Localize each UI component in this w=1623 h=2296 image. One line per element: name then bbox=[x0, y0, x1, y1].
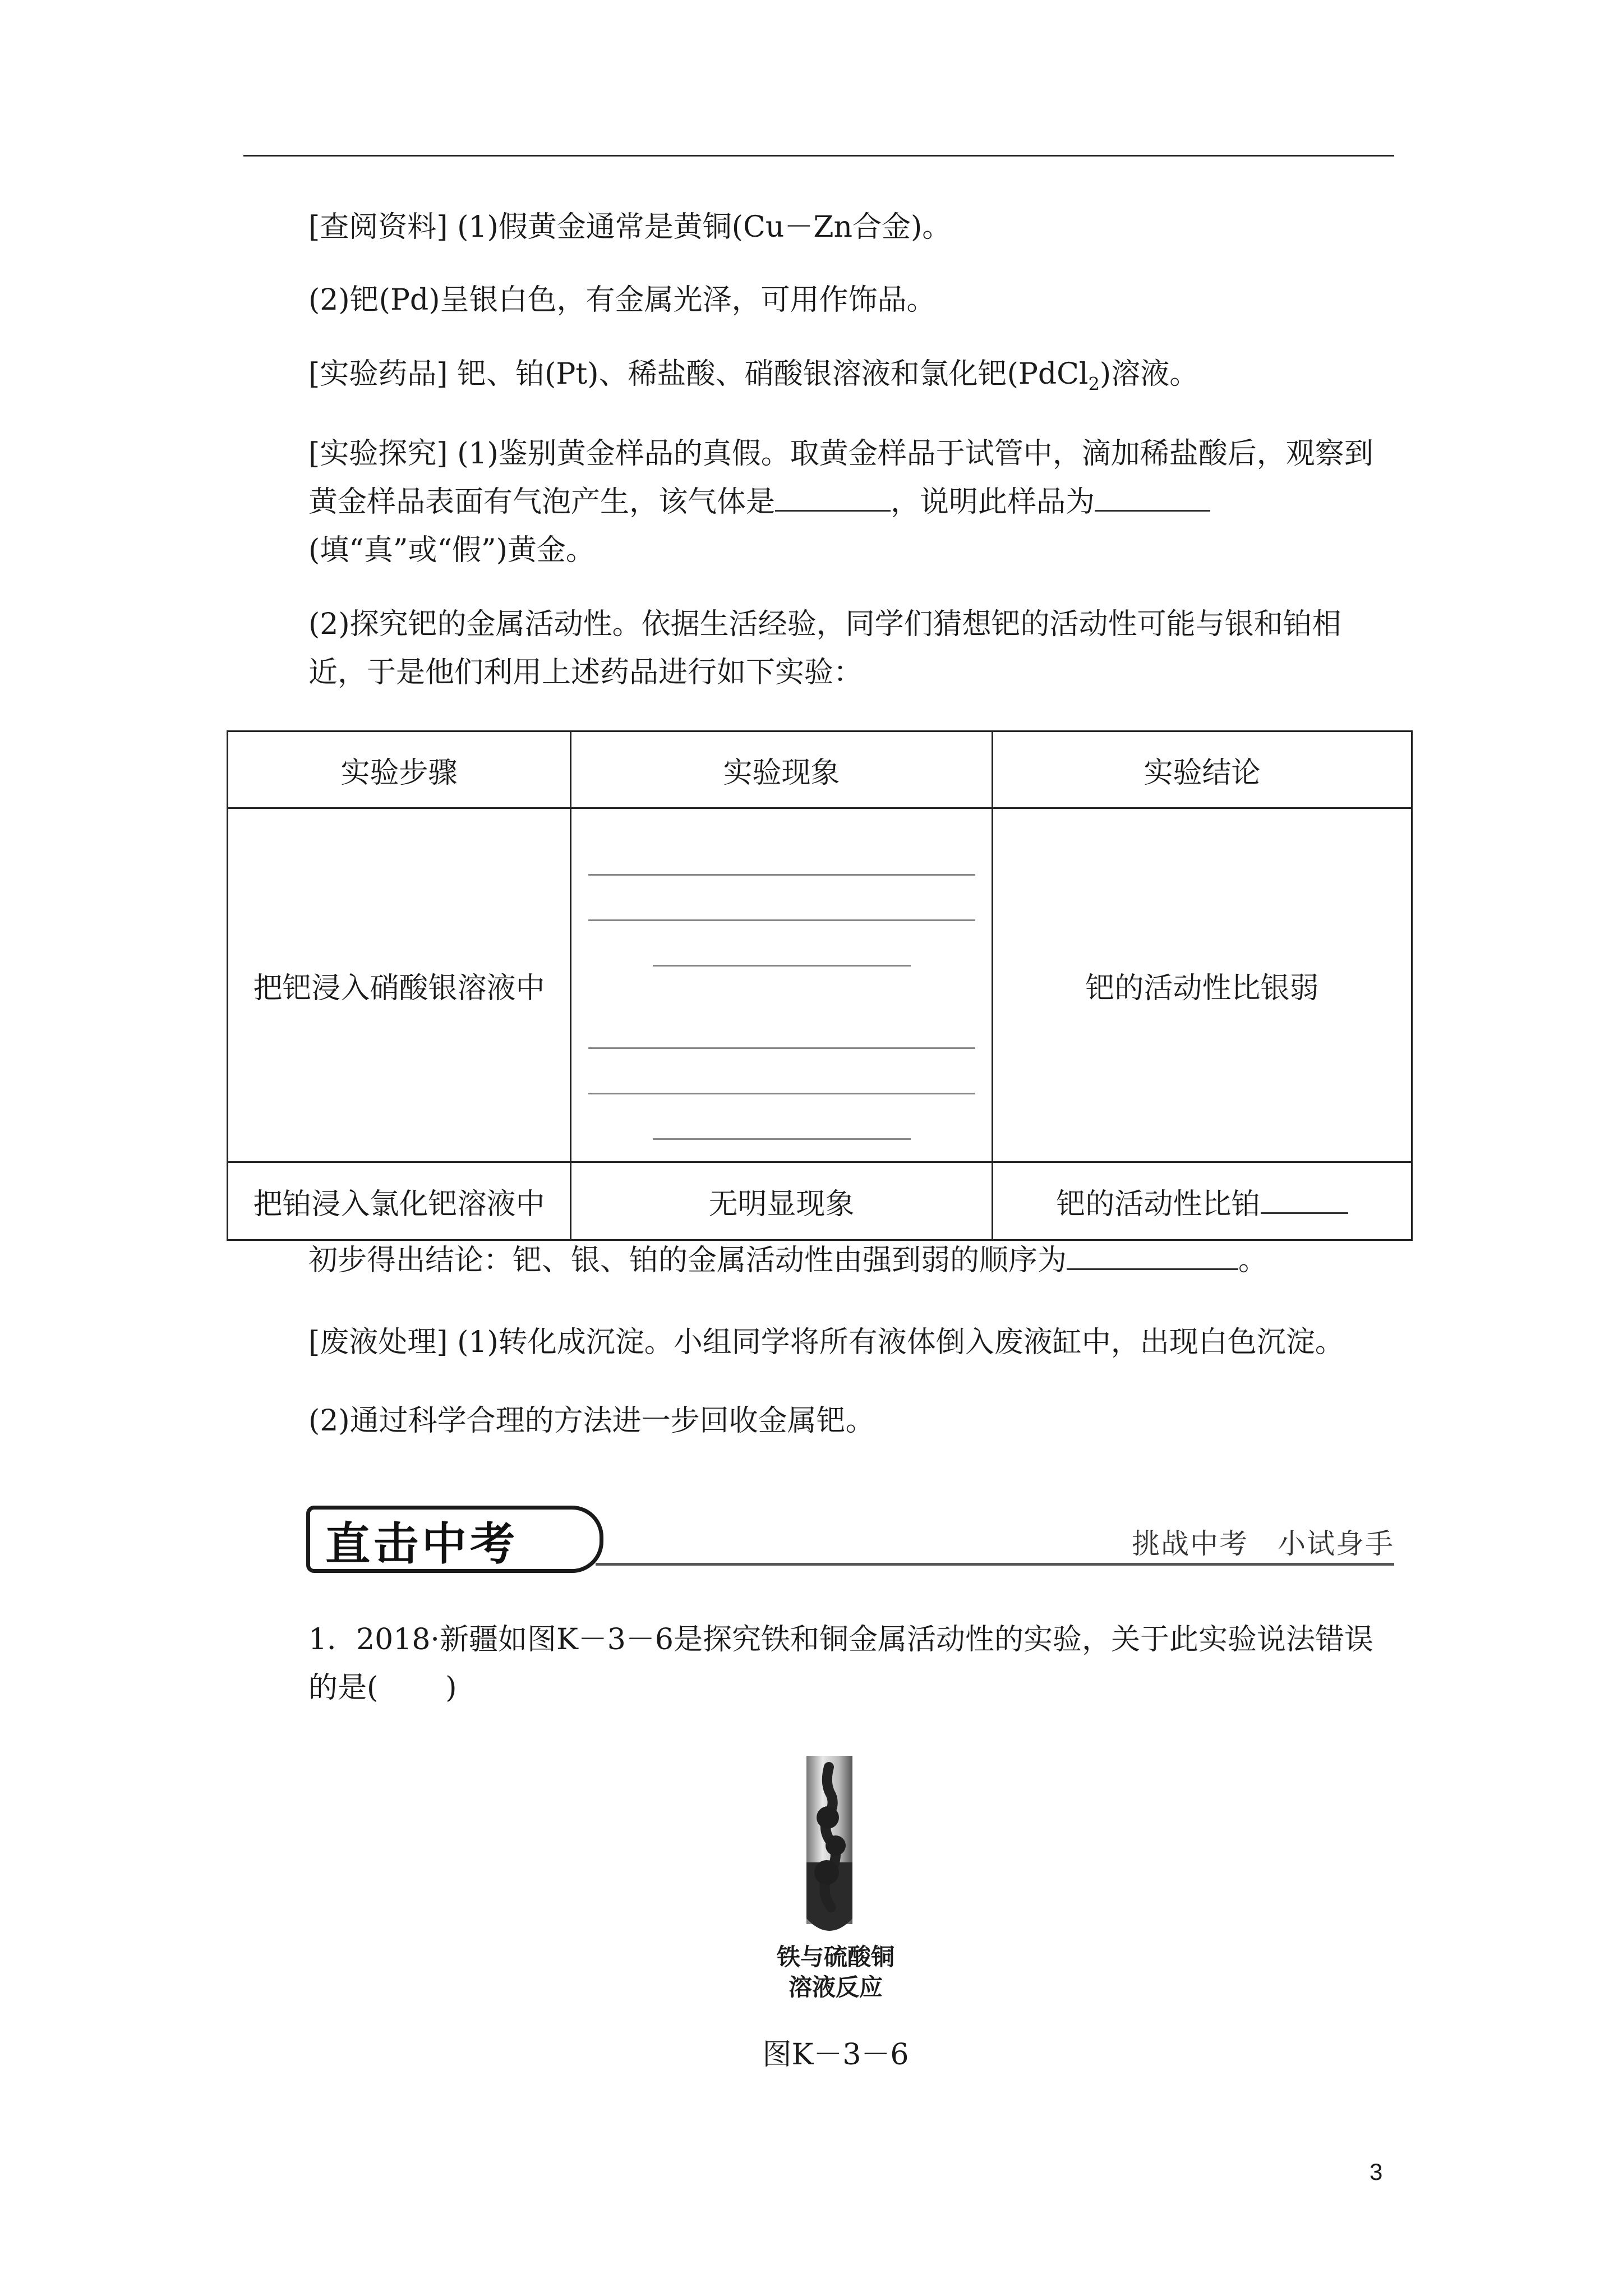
table-header-row bbox=[228, 731, 1412, 808]
caption-line-2: 溶液反应 bbox=[788, 1973, 883, 2001]
row1-conclusion: 钯的活动性比银弱 bbox=[993, 808, 1412, 1162]
figure-caption bbox=[729, 1942, 942, 2003]
page-number: 3 bbox=[1370, 2159, 1383, 2185]
blank-order[interactable] bbox=[1067, 1242, 1238, 1270]
figure-label: 图K－3－6 bbox=[762, 2038, 909, 2072]
row2-step: 把铂浸入氯化钯溶液中 bbox=[228, 1162, 571, 1240]
row1-step: 把钯浸入硝酸银溶液中 bbox=[228, 808, 571, 1162]
question-1-close: ) bbox=[445, 1671, 457, 1705]
header-rule bbox=[243, 155, 1394, 157]
exp1-text-end: (填“真”或“假”)黄金。 bbox=[308, 533, 595, 567]
blank-sample[interactable] bbox=[1095, 484, 1210, 512]
paragraph-conclusion bbox=[243, 1236, 1394, 1285]
experiment-table bbox=[227, 730, 1413, 1241]
caption-line-1: 铁与硫酸铜 bbox=[776, 1943, 895, 1971]
row1-phenomenon[interactable] bbox=[571, 808, 993, 1162]
banner-title: 直击中考 bbox=[325, 1518, 518, 1570]
exp1-text-mid: ，说明此样品为 bbox=[891, 485, 1095, 519]
paragraph-experiment-1 bbox=[243, 430, 1394, 574]
question-1 bbox=[243, 1616, 1394, 1712]
header-conclusion: 实验结论 bbox=[993, 731, 1412, 808]
exp1-text: [实验探究] (1)鉴别黄金样品的真假。取黄金样品于试管中，滴加稀盐酸后，观察到黄金样品表面有气泡产生，该气体是 bbox=[308, 437, 1373, 519]
conclusion-text: 初步得出结论：钯、银、铂的金属活动性由强到弱的顺序为 bbox=[308, 1244, 1067, 1277]
banner-line bbox=[596, 1563, 1394, 1566]
row2-conclusion-text: 钯的活动性比铂 bbox=[1056, 1187, 1261, 1221]
question-1-text: 1．2018·新疆如图K－3－6是探究铁和铜金属活动性的实验，关于此实验说法错误的是( bbox=[308, 1623, 1373, 1705]
table-row bbox=[228, 808, 1412, 1162]
header-steps: 实验步骤 bbox=[228, 731, 571, 808]
section-banner bbox=[306, 1500, 1394, 1573]
paragraph-recover: (2)通过科学合理的方法进一步回收金属钯。 bbox=[308, 1404, 875, 1438]
paragraph-experiment-2: (2)探究钯的金属活动性。依据生活经验，同学们猜想钯的活动性可能与银和铂相近，于是他们利用上述药品进行如下实验： bbox=[308, 608, 1341, 689]
row2-conclusion bbox=[993, 1162, 1412, 1240]
blank-platinum[interactable] bbox=[1261, 1186, 1348, 1214]
blank-gas[interactable] bbox=[775, 484, 891, 512]
paragraph-reagents bbox=[243, 350, 1394, 408]
row2-phenomenon: 无明显现象 bbox=[571, 1162, 993, 1240]
paragraph-reference: [查阅资料] (1)假黄金通常是黄铜(Cu－Zn合金)。 bbox=[308, 210, 952, 244]
table-row bbox=[228, 1162, 1412, 1240]
reagents-text: [实验药品] 钯、铂(Pt)、稀盐酸、硝酸银溶液和氯化钯(PdCl bbox=[308, 357, 1089, 391]
reagents-text-end: )溶液。 bbox=[1099, 357, 1199, 391]
paragraph-waste: [废液处理] (1)转化成沉淀。小组同学将所有液体倒入废液缸中，出现白色沉淀。 bbox=[308, 1326, 1344, 1359]
conclusion-end: 。 bbox=[1238, 1244, 1268, 1277]
banner-subtitle: 挑战中考 小试身手 bbox=[1132, 1527, 1394, 1560]
header-phenomenon: 实验现象 bbox=[571, 731, 993, 808]
paragraph-palladium: (2)钯(Pd)呈银白色，有金属光泽，可用作饰品。 bbox=[308, 283, 936, 317]
reagents-subscript: 2 bbox=[1088, 373, 1100, 395]
